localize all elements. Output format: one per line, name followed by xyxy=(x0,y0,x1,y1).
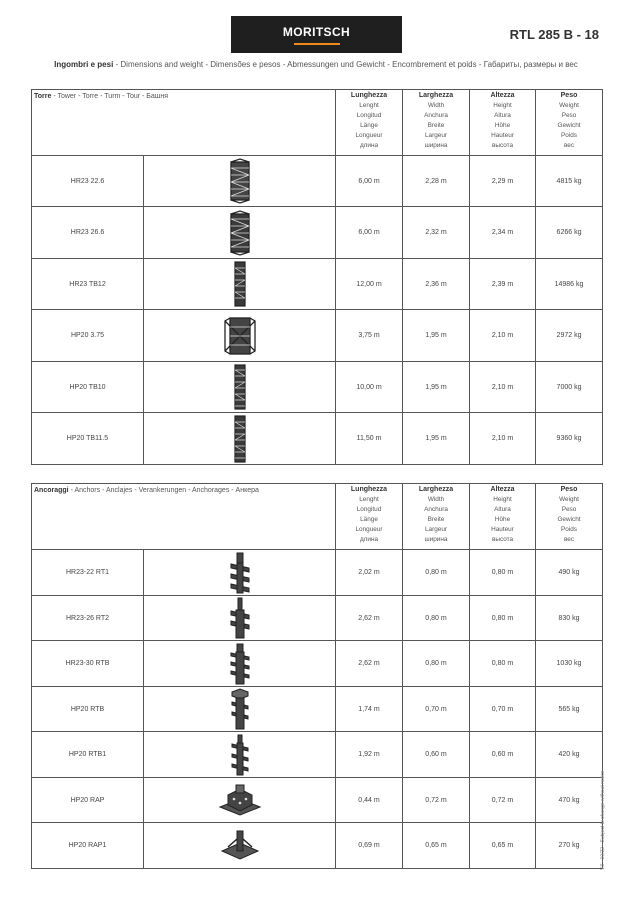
weight-column-header xyxy=(536,90,603,156)
anchor-name: HR23-26 RT2 xyxy=(32,596,144,641)
table-row xyxy=(32,687,603,732)
tower-section-icon xyxy=(225,158,255,204)
height-header-l3: Höhe xyxy=(494,122,511,129)
anchor-length: 1,92 m xyxy=(336,732,403,778)
anchor-width: 0,70 m xyxy=(403,687,470,732)
tower-width: 2,28 m xyxy=(403,156,470,207)
tower-header-row xyxy=(32,90,603,156)
anchor-image-cell xyxy=(144,641,336,687)
anchor-height: 0,70 m xyxy=(470,687,536,732)
table-row xyxy=(32,156,603,207)
width-header-main: Larghezza xyxy=(418,486,454,493)
tower-length: 11,50 m xyxy=(336,413,403,465)
height-header-l4: Hauteur xyxy=(491,132,514,139)
table-row xyxy=(32,362,603,413)
width-column-header xyxy=(403,90,470,156)
tower-width: 1,95 m xyxy=(403,362,470,413)
anchor-image-cell xyxy=(144,823,336,869)
tower-width: 2,32 m xyxy=(403,207,470,259)
height-header-l3: Höhe xyxy=(494,516,511,523)
length-header-l3: Länge xyxy=(360,516,378,523)
width-header-l1: Width xyxy=(427,102,445,109)
weight-header-main: Peso xyxy=(560,92,578,99)
tower-weight: 7000 kg xyxy=(536,362,603,413)
height-header-l2: Altura xyxy=(494,506,511,513)
width-header-l4: Largeur xyxy=(424,526,448,533)
tower-section-icon xyxy=(222,313,258,359)
width-header-l3: Breite xyxy=(427,122,445,129)
weight-column-header xyxy=(536,484,603,550)
anchor-weight: 830 kg xyxy=(536,596,603,641)
tower-name: HP20 3.75 xyxy=(32,310,144,362)
table-row xyxy=(32,778,603,823)
anchor-width: 0,72 m xyxy=(403,778,470,823)
anchors-table xyxy=(31,483,603,869)
tower-section-icon xyxy=(230,414,250,464)
tower-length: 3,75 m xyxy=(336,310,403,362)
anchor-image-cell xyxy=(144,550,336,596)
anchor-height: 0,65 m xyxy=(470,823,536,869)
anchor-weight: 470 kg xyxy=(536,778,603,823)
table-row xyxy=(32,596,603,641)
tower-name: HR23 26.6 xyxy=(32,207,144,259)
height-header-main: Altezza xyxy=(490,486,515,493)
table-row xyxy=(32,732,603,778)
tower-width: 2,36 m xyxy=(403,259,470,310)
weight-header-l4: Poids xyxy=(561,132,578,139)
table-row xyxy=(32,413,603,465)
tower-image-cell xyxy=(144,156,336,207)
anchor-frame-icon xyxy=(228,688,252,730)
tower-name: HP20 TB11.5 xyxy=(32,413,144,465)
weight-header-l1: Weight xyxy=(559,102,579,109)
anchor-width: 0,65 m xyxy=(403,823,470,869)
length-column-header xyxy=(336,90,403,156)
anchor-length: 1,74 m xyxy=(336,687,403,732)
length-header-l2: Longitud xyxy=(356,506,382,513)
anchor-height: 0,72 m xyxy=(470,778,536,823)
weight-header-l2: Peso xyxy=(561,506,577,513)
anchor-width: 0,80 m xyxy=(403,550,470,596)
length-header-l2: Longitud xyxy=(356,112,382,119)
anchor-name: HR23-22 RT1 xyxy=(32,550,144,596)
width-header-l5: ширина xyxy=(424,536,448,543)
height-header-main: Altezza xyxy=(490,92,515,99)
weight-header-main: Peso xyxy=(560,486,578,493)
tower-section-label xyxy=(32,90,336,156)
table-row xyxy=(32,310,603,362)
anchor-width: 0,80 m xyxy=(403,641,470,687)
anchor-name: HR23-30 RTB xyxy=(32,641,144,687)
anchors-label-bold: Ancoraggi xyxy=(34,487,69,494)
tower-height: 2,10 m xyxy=(470,362,536,413)
tower-height: 2,34 m xyxy=(470,207,536,259)
length-header-l4: Longueur xyxy=(355,526,383,533)
tower-section-icon xyxy=(230,260,250,308)
tower-length: 12,00 m xyxy=(336,259,403,310)
anchor-length: 0,69 m xyxy=(336,823,403,869)
anchors-label-translations: - Anchors - Anclajes - Verankerungen - Anchorages - Анкера xyxy=(68,487,259,494)
width-header-main: Larghezza xyxy=(418,92,454,99)
anchor-image-cell xyxy=(144,778,336,823)
tower-weight: 2972 kg xyxy=(536,310,603,362)
weight-header-l5: вес xyxy=(563,142,575,149)
table-row xyxy=(32,207,603,259)
length-header-l1: Lenght xyxy=(359,496,379,503)
logo-text: MORITSCH xyxy=(282,24,351,39)
anchor-image-cell xyxy=(144,687,336,732)
anchor-width: 0,60 m xyxy=(403,732,470,778)
tower-image-cell xyxy=(144,259,336,310)
tower-length: 6,00 m xyxy=(336,207,403,259)
anchor-frame-icon xyxy=(228,643,252,685)
subtitle-translations: - Dimensions and weight - Dimensões e pesos - Abmessungen und Gewicht - Encombrement et poids - Габариты, размеры и вес xyxy=(113,60,578,69)
tower-weight: 4815 kg xyxy=(536,156,603,207)
width-header-l2: Anchura xyxy=(424,112,448,119)
length-header-main: Lunghezza xyxy=(350,92,388,99)
length-header-l4: Longueur xyxy=(355,132,383,139)
anchor-weight: 1030 kg xyxy=(536,641,603,687)
width-column-header xyxy=(403,484,470,550)
anchor-length: 0,44 m xyxy=(336,778,403,823)
length-header-l5: длина xyxy=(359,142,379,149)
weight-header-l2: Peso xyxy=(561,112,577,119)
anchor-weight: 565 kg xyxy=(536,687,603,732)
tower-height: 2,39 m xyxy=(470,259,536,310)
height-header-l1: Height xyxy=(493,102,512,109)
anchor-length: 2,62 m xyxy=(336,641,403,687)
anchors-section-label xyxy=(32,484,336,550)
anchor-width: 0,80 m xyxy=(403,596,470,641)
tower-height: 2,10 m xyxy=(470,413,536,465)
weight-header-l3: Gewicht xyxy=(557,516,581,523)
logo-accent-line xyxy=(294,43,340,45)
tower-label-bold: Torre xyxy=(34,93,52,100)
anchor-weight: 420 kg xyxy=(536,732,603,778)
tower-image-cell xyxy=(144,413,336,465)
tower-width: 1,95 m xyxy=(403,310,470,362)
anchor-height: 0,60 m xyxy=(470,732,536,778)
length-header-l3: Länge xyxy=(360,122,378,129)
width-header-l3: Breite xyxy=(427,516,445,523)
height-header-l4: Hauteur xyxy=(491,526,514,533)
tower-length: 10,00 m xyxy=(336,362,403,413)
anchor-image-cell xyxy=(144,596,336,641)
anchor-weight: 270 kg xyxy=(536,823,603,869)
anchor-height: 0,80 m xyxy=(470,641,536,687)
anchor-frame-icon xyxy=(228,597,252,639)
anchor-frame-icon xyxy=(228,734,252,776)
tower-label-translations: - Tower - Torre - Turm - Tour - Башня xyxy=(51,93,169,100)
anchor-length: 2,02 m xyxy=(336,550,403,596)
anchor-base-icon xyxy=(220,829,260,863)
anchor-name: HP20 RAP xyxy=(32,778,144,823)
height-column-header xyxy=(470,484,536,550)
anchor-name: HP20 RAP1 xyxy=(32,823,144,869)
anchor-length: 2,62 m xyxy=(336,596,403,641)
page-subtitle xyxy=(0,60,632,69)
company-logo xyxy=(231,16,402,53)
anchor-name: HP20 RTB1 xyxy=(32,732,144,778)
tower-weight: 9360 kg xyxy=(536,413,603,465)
width-header-l1: Width xyxy=(427,496,445,503)
tower-section-icon xyxy=(225,210,255,256)
length-header-l1: Lenght xyxy=(359,102,379,109)
tower-height: 2,10 m xyxy=(470,310,536,362)
tower-section-icon xyxy=(230,363,250,411)
tower-image-cell xyxy=(144,207,336,259)
anchor-weight: 490 kg xyxy=(536,550,603,596)
width-header-l4: Largeur xyxy=(425,132,448,139)
revision-note: V3 - 10/22 - Subject to change without notice xyxy=(600,770,606,870)
anchor-height: 0,80 m xyxy=(470,550,536,596)
height-header-l1: Height xyxy=(493,496,512,503)
width-header-l5: ширина xyxy=(424,142,448,149)
weight-header-l4: Poids xyxy=(561,526,577,533)
weight-header-l5: вес xyxy=(563,536,575,543)
tower-weight: 14986 kg xyxy=(536,259,603,310)
tower-image-cell xyxy=(144,362,336,413)
length-header-l5: длина xyxy=(359,536,379,543)
height-column-header xyxy=(470,90,536,156)
anchors-header-row xyxy=(32,484,603,550)
anchor-frame-icon xyxy=(228,552,252,594)
subtitle-bold: Ingombri e pesi xyxy=(54,60,114,69)
height-header-l5: высота xyxy=(491,142,514,149)
anchor-name: HP20 RTB xyxy=(32,687,144,732)
height-header-l2: Altura xyxy=(494,112,511,119)
table-row xyxy=(32,641,603,687)
weight-header-l1: Weight xyxy=(559,496,579,503)
height-header-l5: высота xyxy=(491,536,514,543)
document-code: RTL 285 B - 18 xyxy=(509,27,599,42)
tower-name: HR23 22.6 xyxy=(32,156,144,207)
anchor-base-icon xyxy=(218,783,262,817)
tower-image-cell xyxy=(144,310,336,362)
anchor-height: 0,80 m xyxy=(470,596,536,641)
tower-weight: 6266 kg xyxy=(536,207,603,259)
anchor-image-cell xyxy=(144,732,336,778)
tower-width: 1,95 m xyxy=(403,413,470,465)
tower-height: 2,29 m xyxy=(470,156,536,207)
table-row xyxy=(32,259,603,310)
length-header-main: Lunghezza xyxy=(350,486,388,493)
length-column-header xyxy=(336,484,403,550)
tower-length: 6,00 m xyxy=(336,156,403,207)
table-row xyxy=(32,550,603,596)
width-header-l2: Anchura xyxy=(424,506,448,513)
table-row xyxy=(32,823,603,869)
tower-table xyxy=(31,89,603,465)
weight-header-l3: Gewicht xyxy=(557,122,581,129)
tower-name: HR23 TB12 xyxy=(32,259,144,310)
tower-name: HP20 TB10 xyxy=(32,362,144,413)
